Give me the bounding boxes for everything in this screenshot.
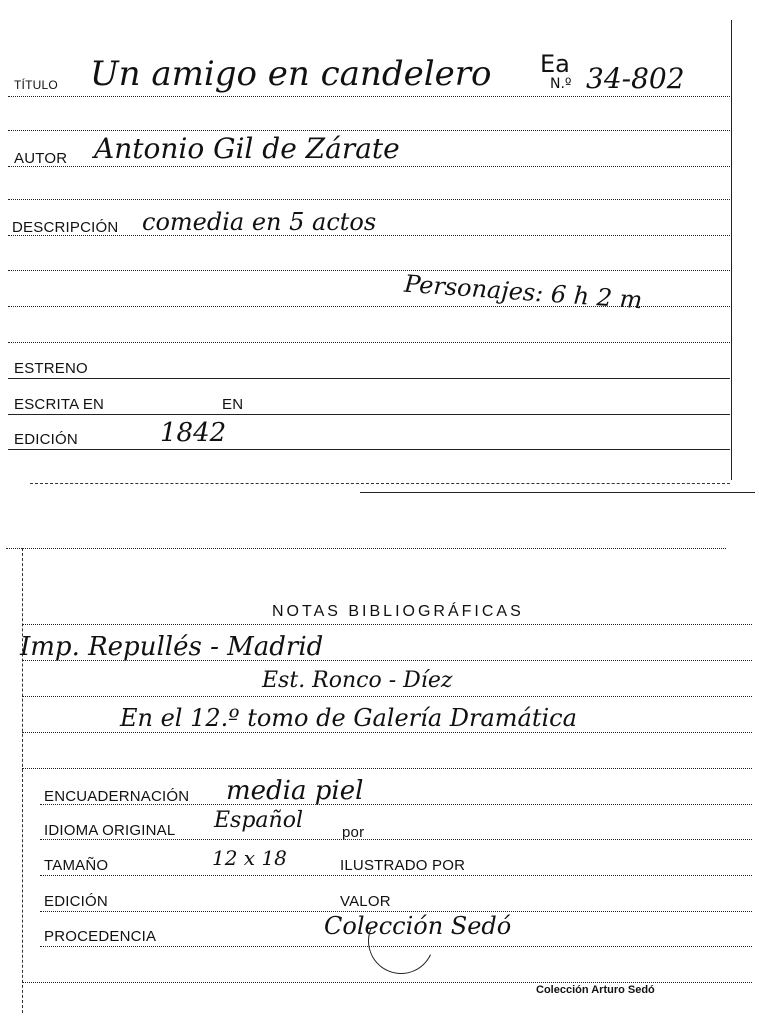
descripcion-value: comedia en 5 actos — [142, 208, 377, 236]
rule-line — [8, 130, 730, 131]
escrita-en-label: ESCRITA EN — [14, 396, 105, 413]
rule-line — [22, 982, 752, 983]
rule-line — [8, 449, 730, 450]
signature-code: Ea — [540, 50, 570, 78]
autor-value: Antonio Gil de Zárate — [94, 132, 400, 165]
titulo-value: Un amigo en candelero — [90, 54, 492, 94]
en-label: EN — [222, 396, 244, 413]
tamano-value: 12 x 18 — [212, 846, 287, 870]
edicion-value: 1842 — [160, 418, 227, 448]
top-card-bottom-edge — [360, 492, 755, 493]
top-card-right-border — [731, 20, 732, 480]
rule-line — [40, 839, 752, 840]
rule-line — [22, 768, 752, 769]
tamano-label: TAMAÑO — [44, 857, 109, 874]
descripcion-label: DESCRIPCIÓN — [12, 219, 119, 236]
rule-line — [8, 342, 730, 343]
personajes-value: Personajes: 6 h 2 m — [403, 269, 644, 315]
rule-line — [22, 732, 752, 733]
rule-line — [22, 624, 752, 625]
valor-label: VALOR — [340, 893, 391, 910]
rule-line — [8, 414, 730, 415]
procedencia-value: Colección Sedó — [324, 912, 512, 940]
edicion-label: EDICIÓN — [14, 431, 78, 448]
rule-line — [8, 199, 730, 200]
footer-credit: Colección Arturo Sedó — [536, 984, 655, 996]
note-line-3: En el 12.º tomo de Galería Dramática — [120, 704, 577, 732]
por-label: por — [342, 824, 365, 841]
idioma-label: IDIOMA ORIGINAL — [44, 822, 176, 839]
estreno-label: ESTRENO — [14, 360, 88, 377]
note-line-1: Imp. Repullés - Madrid — [20, 632, 324, 662]
idioma-value: Español — [214, 808, 303, 833]
bottom-card-top-border — [6, 548, 726, 549]
rule-line — [40, 875, 752, 876]
numero-label: N.º — [550, 76, 572, 92]
edicion-bottom-label: EDICIÓN — [44, 893, 108, 910]
titulo-label: TÍTULO — [14, 78, 58, 92]
bottom-card-left-border — [22, 548, 23, 1013]
ilustrado-label: ILUSTRADO POR — [340, 857, 466, 874]
rule-line — [8, 96, 730, 97]
encuadernacion-value: media piel — [226, 776, 364, 806]
rule-line — [22, 696, 752, 697]
rule-line — [8, 270, 730, 271]
procedencia-label: PROCEDENCIA — [44, 928, 157, 945]
top-card-bottom-border — [30, 483, 730, 484]
notas-heading: NOTAS BIBLIOGRÁFICAS — [272, 603, 524, 620]
rule-line — [8, 166, 730, 167]
note-line-2: Est. Ronco - Díez — [262, 668, 453, 693]
encuadernacion-label: ENCUADERNACIÓN — [44, 788, 190, 805]
numero-value: 34-802 — [586, 62, 685, 95]
autor-label: AUTOR — [14, 150, 68, 167]
rule-line — [8, 378, 730, 379]
